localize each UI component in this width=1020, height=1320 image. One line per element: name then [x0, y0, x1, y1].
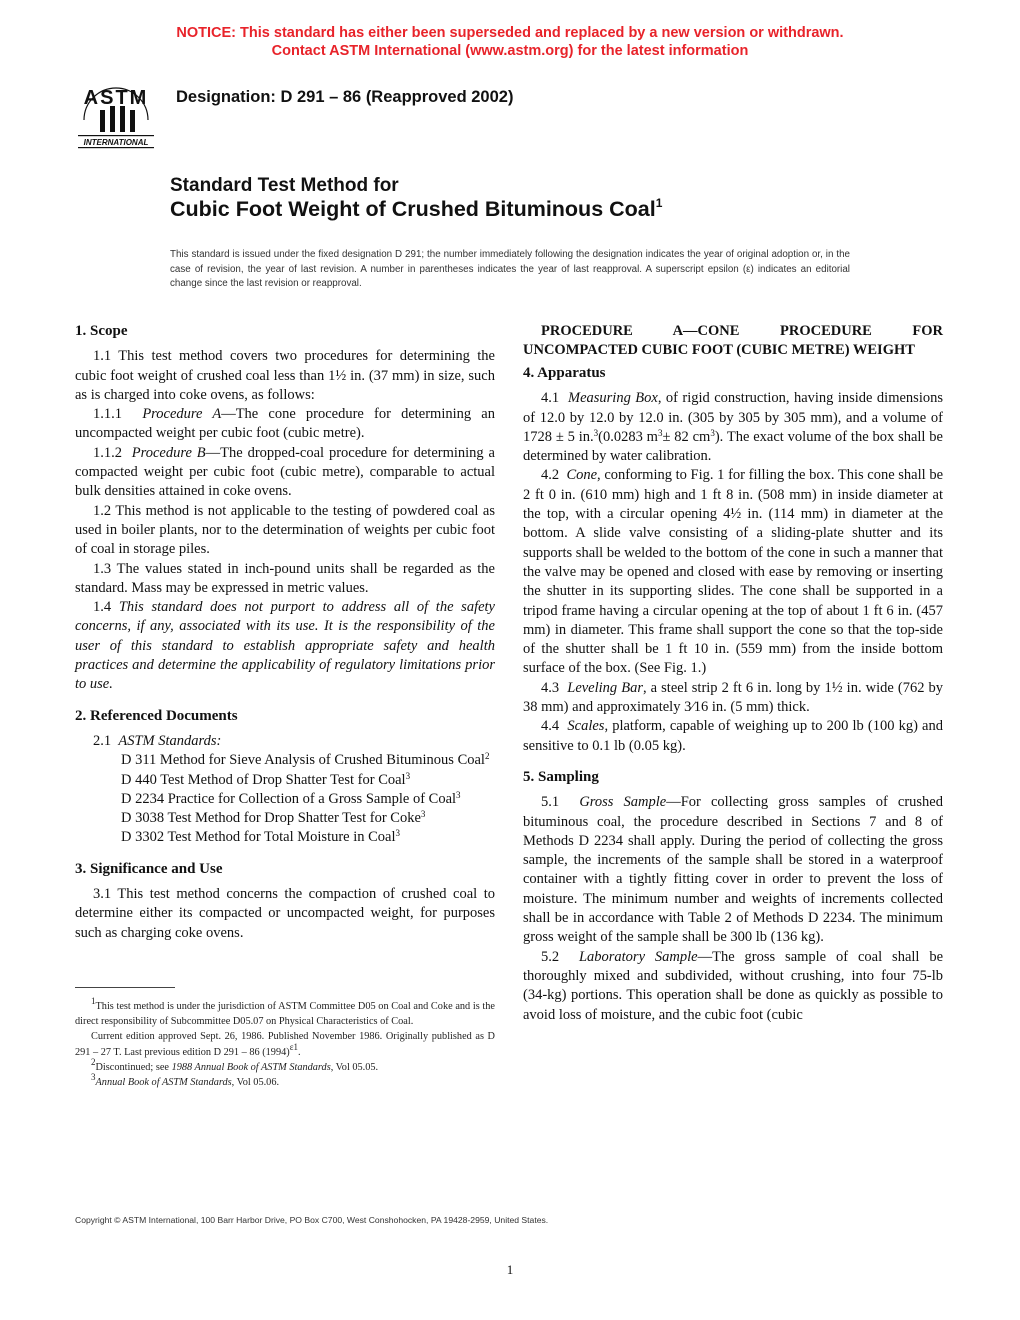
issued-note: This standard is issued under the fixed designation D 291; the number immediately following the designation indicates the year of original adoption or, in the case of revision, the year of last revision. A number in parentheses indicates the year of last reapproval. A superscript epsilon (ε) indicates an editorial change since the last revision or reapproval.	[170, 249, 850, 289]
ref-d311: D 311 Method for Sieve Analysis of Crushed Bituminous Coal$^2$	[121, 751, 490, 769]
para-4-3: 4.3 Leveling Bar, a steel strip 2 ft 6 in. long by 1½ in. wide (762 by 38 mm) and approximately 3⁄16 in. (5 mm) thick.	[523, 679, 943, 716]
apparatus-heading: 4. Apparatus	[523, 365, 606, 381]
right-column	[523, 322, 943, 1025]
notice-line-1: NOTICE: This standard has either been superseded and replaced by a new version or withdrawn.	[176, 25, 844, 41]
ref-d3038: D 3038 Test Method for Drop Shatter Test for Coke$^3$	[121, 809, 426, 827]
para-1-3: 1.3 The values stated in inch-pound units shall be regarded as the standard. Mass may be expressed in metric values.	[75, 560, 495, 596]
logo-subtext: INTERNATIONAL	[83, 138, 149, 147]
footnote-1-edition: Current edition approved Sept. 26, 1986. Published November 1986. Originally published as D 291 – 27 T. Last previous edition D 291 – 86 $(1994)^{\varepsilon 1}$.	[75, 1031, 495, 1058]
para-1-2: 1.2 This method is not applicable to the testing of powdered coal as used in boiler plants, nor to the determination of weights per cubic foot of coal in storage piles.	[75, 502, 495, 558]
referenced-heading: 2. Referenced Documents	[75, 707, 238, 724]
title-footnote-ref: 1	[655, 196, 663, 210]
ref-d440: D 440 Test Method of Drop Shatter Test for Coal$^3$	[121, 770, 411, 788]
para-4-2: 4.2 Cone, conforming to Fig. 1 for filling the box. This cone shall be 2 ft 0 in. (610 mm) high and 1 ft 8 in. (508 mm) in inside diameter at the top, with a circular opening 4½ in. (114 mm) in diameter at the bottom. A slide valve consisting of a sliding-plate shutter and its supports shall be welded to the bottom of the cone in such a manner that the valve may be opened and closed with ease by removing or inserting the shutter in its supporting slides. The cone shall be supported in a tripod frame having a circular opening at the top of about 1 ft 6 in. (457 mm) in diameter. This frame shall support the cone so that the top-side of the shutter shall be 1 ft 10 in. (559 mm) from the inside bottom surface of the box. (See Fig. 1.)	[523, 467, 944, 677]
ref-d3302: D 3302 Test Method for Total Moisture in Coal$^3$	[121, 828, 401, 846]
para-1-1-2: 1.1.2 Procedure B—The dropped-coal procedure for determining a compacted weight per cubic foot (cubic metre), comparable to actual bulk densities attained in coke ovens.	[75, 444, 495, 500]
para-5-2: 5.2 Laboratory Sample—The gross sample of coal shall be thoroughly mixed and subdivided, without crushing, into four 75-lb (34-kg) portions. This operation shall be done as quickly as possible to avoid loss of moisture, and the cubic foot (cubic	[523, 948, 944, 1023]
procedure-a-label: Procedure A	[142, 406, 222, 423]
footnote-3: $^3$Annual Book of ASTM Standards, Vol 05.06.	[91, 1072, 280, 1089]
para-2-1: 2.1 ASTM Standards:	[93, 732, 222, 749]
scope-heading: 1. Scope	[75, 323, 128, 339]
title-line-2	[170, 197, 662, 222]
logo-text: ASTM	[83, 87, 149, 109]
para-1-4: 1.4 This standard does not purport to address all of the safety concerns, if any, associated with its use. It is the responsibility of the user of this standard to establish appropriate safety and health practices and determine the applicability of regulatory limitations prior to use.	[75, 599, 495, 693]
para-5-1: 5.1 Gross Sample—For collecting gross samples of crushed bituminous coal, the procedure described in Sections 7 and 8 of Methods D 2234 shall apply. During the period of collecting the gross sample, the increments of the sample shall be stored in a waterproof container with a tightly fitting cover in order to prevent the loss of moisture. The minimum number and weights of increments collected shall be in accordance with Table 2 of Methods D 2234. The minimum gross weight of the sample shall be 300 lb (136 kg).	[523, 794, 943, 946]
copyright: Copyright © ASTM International, 100 Barr Harbor Drive, PO Box C700, West Conshohocken, PA 19428-2959, United States.	[75, 1215, 549, 1225]
title-line-1: Standard Test Method for	[170, 175, 399, 196]
astm-logo	[70, 74, 162, 152]
notice-banner	[0, 24, 1020, 60]
footnote-2: $^2$Discontinued; see 1988 Annual Book of ASTM Standards, Vol 05.05.	[91, 1056, 379, 1073]
ref-d2234: D 2234 Practice for Collection of a Gross Sample of Coal$^3$	[121, 789, 461, 807]
significance-heading: 3. Significance and Use	[75, 860, 223, 877]
para-4-1: 4.1 Measuring Box, of rigid construction, having inside dimensions of 12.0 by 12.0 by 12.0 in. (305 by 305 by 305 mm), and a volume of 1728 ± 5 in.$^3$(0.0283 $m^3\pm 82$ $cm^3$). The exact volume of the box shall be determined by water calibration.	[523, 390, 943, 465]
left-column	[75, 322, 495, 943]
footnote-rule	[75, 987, 175, 988]
title-text: Cubic Foot Weight of Crushed Bituminous Coal	[170, 197, 656, 221]
procedure-b-label: Procedure B	[131, 444, 206, 461]
procedure-a-heading: PROCEDURE A—CONE PROCEDURE FOR UNCOMPACTED CUBIC FOOT (CUBIC METRE) WEIGHT	[523, 323, 943, 358]
designation: Designation: D 291 – 86 (Reapproved 2002)	[176, 88, 514, 106]
logo-bars	[100, 106, 135, 132]
para-1-1: 1.1 This test method covers two procedures for determining the cubic foot weight of crushed coal less than 1½ in. (37 mm) in size, such as is charged into coke ovens, as follows:	[75, 348, 495, 403]
para-1-1-1: 1.1.1 Procedure A—The cone procedure for determining an uncompacted weight per cubic foot (cubic metre).	[75, 406, 495, 442]
footnote-1: $^1$This test method is under the jurisdiction of ASTM Committee D05 on Coal and Coke and is the direct responsibility of Subcommittee D05.07 on Physical Characteristics of Coal.	[75, 996, 495, 1028]
sampling-heading: 5. Sampling	[523, 768, 599, 785]
para-3-1: 3.1 This test method concerns the compaction of crushed coal to determine either its compacted or uncompacted weight, for purposes such as charging coke ovens.	[75, 886, 495, 941]
para-4-4: 4.4 Scales, platform, capable of weighing up to 200 lb (100 kg) and sensitive to 0.1 lb (0.05 kg).	[523, 718, 943, 754]
page-number: 1	[506, 1262, 514, 1277]
notice-line-2: Contact ASTM International (www.astm.org) for the latest information	[271, 43, 749, 59]
footnotes	[75, 996, 495, 1090]
